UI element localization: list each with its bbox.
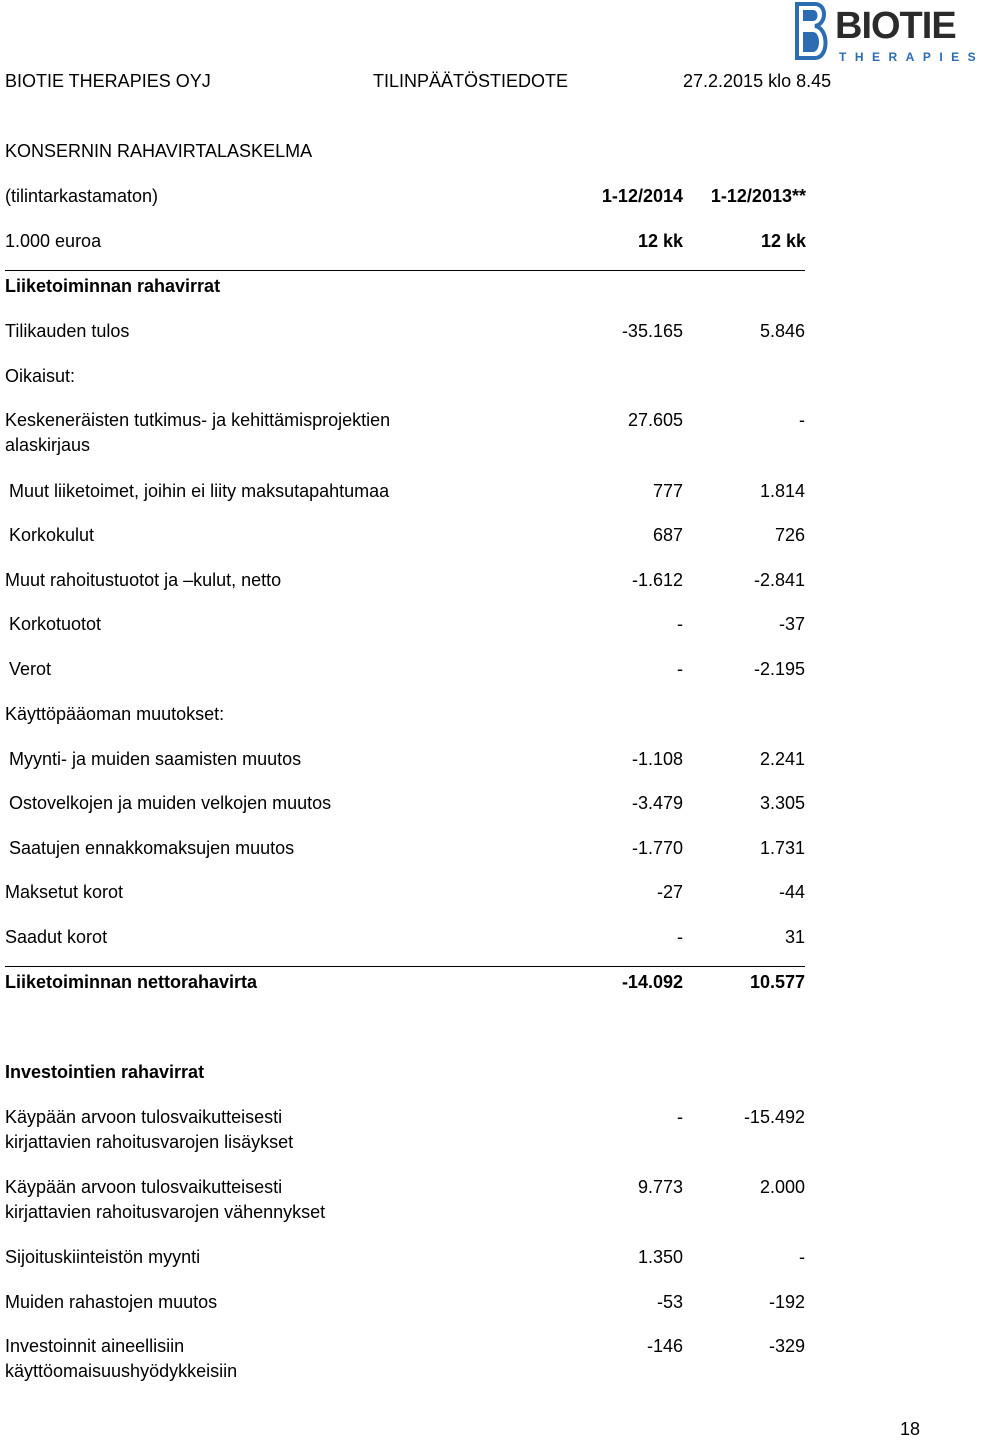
- row-value-2013: 5.846: [759, 321, 805, 341]
- company-logo: [793, 2, 984, 66]
- subtotal-rule: [5, 966, 805, 967]
- row-value-2013: -: [799, 410, 805, 430]
- row-value-2014: -: [677, 1107, 683, 1127]
- row-value-2014: 27.605: [627, 410, 683, 430]
- row-label: Keskeneräisten tutkimus- ja kehittämisprojektien: [5, 410, 391, 430]
- release-datetime: 27.2.2015 klo 8.45: [683, 71, 832, 91]
- row-label-cont: kirjattavien rahoitusvarojen lisäykset: [5, 1132, 294, 1152]
- header-rule: [5, 270, 805, 271]
- row-label-cont: alaskirjaus: [5, 435, 91, 455]
- row-value-2014: -1.612: [631, 570, 683, 590]
- row-label: Verot: [9, 659, 52, 679]
- document-type: TILINPÄÄTÖSTIEDOTE: [373, 71, 569, 91]
- row-value-2014: -27: [656, 882, 683, 902]
- row-label: Muut liiketoimet, joihin ei liity maksutapahtumaa: [9, 481, 390, 501]
- row-value-2013: 1.814: [759, 481, 805, 501]
- row-label: Saadut korot: [5, 927, 108, 947]
- company-name: BIOTIE THERAPIES OYJ: [5, 71, 211, 91]
- row-label: Korkotuotot: [9, 614, 102, 634]
- row-value-2013: -37: [778, 614, 805, 634]
- row-label: Muiden rahastojen muutos: [5, 1292, 218, 1312]
- total-value-2014: -14.092: [621, 972, 683, 992]
- logo-subtitle: THERAPIES: [839, 50, 984, 64]
- row-label: Maksetut korot: [5, 882, 124, 902]
- row-value-2013: 31: [784, 927, 805, 947]
- row-value-2014: -35.165: [621, 321, 683, 341]
- row-label: Käypään arvoon tulosvaikutteisesti: [5, 1177, 283, 1197]
- row-value-2013: 2.000: [759, 1177, 805, 1197]
- row-value-2013: -: [799, 1247, 805, 1267]
- logo-wordmark: BIOTIE: [835, 5, 956, 47]
- row-label: Myynti- ja muiden saamisten muutos: [9, 749, 302, 769]
- row-label: Saatujen ennakkomaksujen muutos: [9, 838, 295, 858]
- row-label: Ostovelkojen ja muiden velkojen muutos: [9, 793, 332, 813]
- section-heading-investing: Investointien rahavirrat: [5, 1062, 205, 1082]
- row-label: Käyttöpääoman muutokset:: [5, 704, 225, 724]
- total-label: Liiketoiminnan nettorahavirta: [5, 972, 258, 992]
- row-value-2014: 1.350: [637, 1247, 683, 1267]
- row-value-2014: 687: [652, 525, 683, 545]
- row-value-2014: -53: [656, 1292, 683, 1312]
- total-value-2013: 10.577: [749, 972, 805, 992]
- column-header-2013: 1-12/2013**: [710, 186, 806, 206]
- period-2013: 12 kk: [760, 231, 806, 251]
- row-value-2014: -146: [646, 1336, 683, 1356]
- unit-label: 1.000 euroa: [5, 231, 102, 251]
- row-value-2013: 1.731: [759, 838, 805, 858]
- column-header-2014: 1-12/2014: [601, 186, 683, 206]
- row-value-2014: 9.773: [637, 1177, 683, 1197]
- row-value-2013: 3.305: [759, 793, 805, 813]
- page-number: 18: [899, 1419, 920, 1439]
- row-label: Korkokulut: [9, 525, 95, 545]
- period-2014: 12 kk: [637, 231, 683, 251]
- row-label: Käypään arvoon tulosvaikutteisesti: [5, 1107, 283, 1127]
- row-value-2014: -: [677, 614, 683, 634]
- section-heading-operating: Liiketoiminnan rahavirrat: [5, 276, 221, 296]
- row-label-cont: kirjattavien rahoitusvarojen vähennykset: [5, 1202, 326, 1222]
- row-value-2013: -2.841: [753, 570, 805, 590]
- row-value-2013: 726: [774, 525, 805, 545]
- row-label: Muut rahoitustuotot ja –kulut, netto: [5, 570, 282, 590]
- row-value-2014: -: [677, 927, 683, 947]
- row-value-2014: -1.770: [631, 838, 683, 858]
- row-value-2013: -192: [768, 1292, 805, 1312]
- row-value-2013: -44: [778, 882, 805, 902]
- row-value-2014: -3.479: [631, 793, 683, 813]
- row-value-2014: -: [677, 659, 683, 679]
- row-label: Investoinnit aineellisiin: [5, 1336, 185, 1356]
- row-value-2013: -15.492: [743, 1107, 805, 1127]
- row-label: Tilikauden tulos: [5, 321, 130, 341]
- row-value-2014: -1.108: [631, 749, 683, 769]
- row-value-2013: -2.195: [753, 659, 805, 679]
- row-label: Sijoituskiinteistön myynti: [5, 1247, 201, 1267]
- biotie-logo-mark-icon: [793, 2, 833, 62]
- audit-note: (tilintarkastamaton): [5, 186, 159, 206]
- row-label-cont: käyttöomaisuushyödykkeisiin: [5, 1361, 238, 1381]
- row-value-2013: -329: [768, 1336, 805, 1356]
- row-value-2014: 777: [652, 481, 683, 501]
- statement-title: KONSERNIN RAHAVIRTALASKELMA: [5, 141, 313, 161]
- row-label: Oikaisut:: [5, 366, 76, 386]
- row-value-2013: 2.241: [759, 749, 805, 769]
